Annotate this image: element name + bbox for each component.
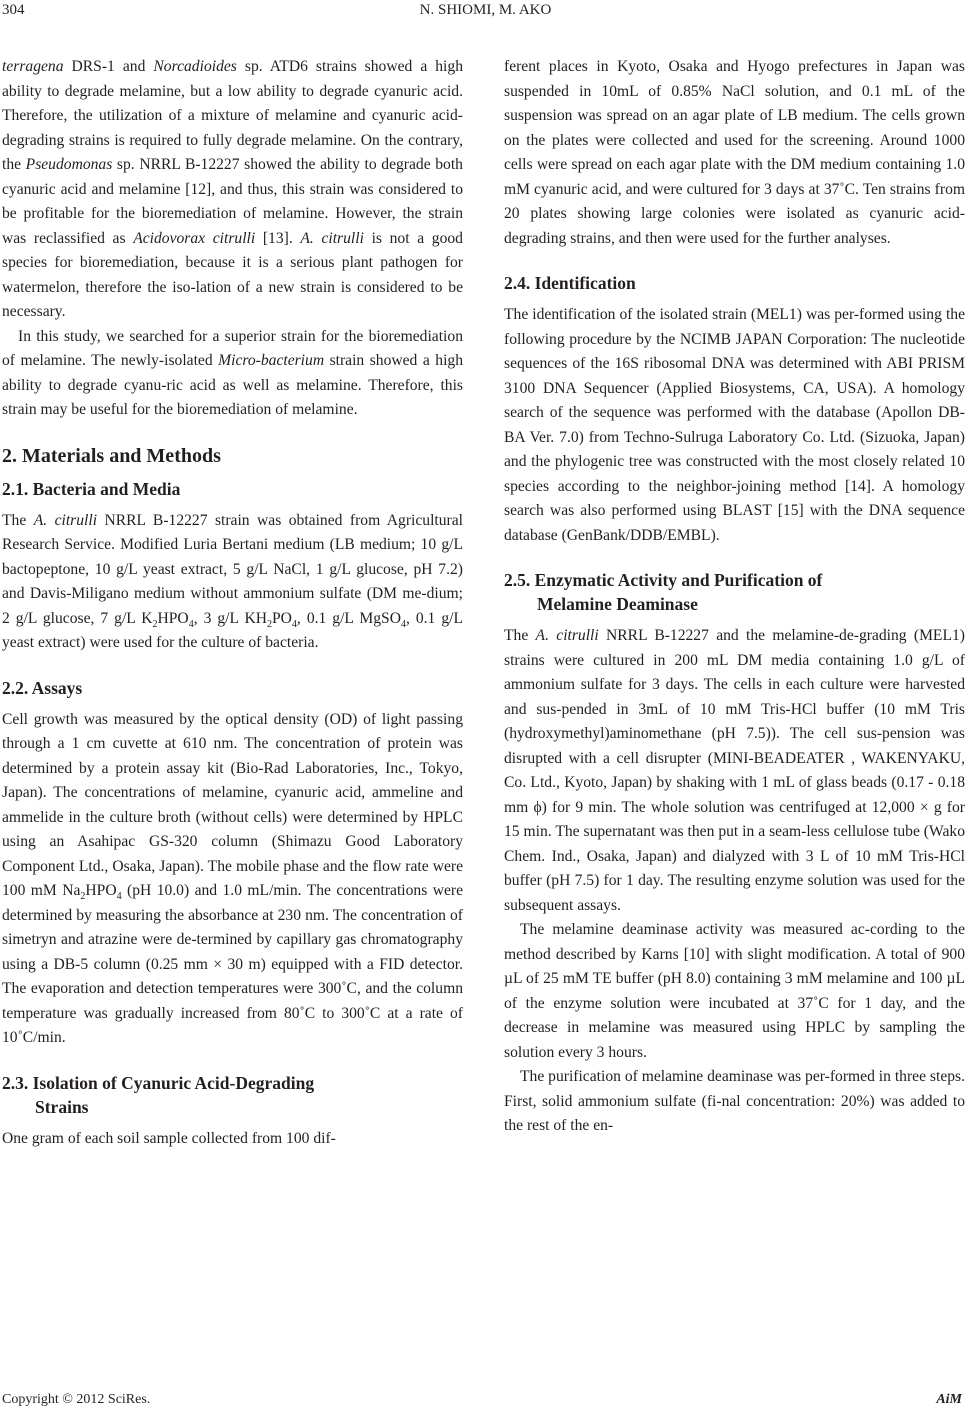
- text: , 3 g/L KH: [193, 609, 267, 627]
- subscript: 4: [400, 618, 406, 630]
- page-header: [0, 0, 971, 30]
- text: HPO: [157, 609, 189, 627]
- paragraph: ferent places in Kyoto, Osaka and Hyogo prefectures in Japan was suspended in 10mL of 0.85% NaCl solution, and 0.1 mL of the suspension was spread on an agar plate of LB medium. The cells grown on the plates were collected and used for the screening. Around 1000 cells were spread on each agar plate with the DM medium containing 1.0 mM cyanuric acid, and were cultured for 3 days at 37˚C. Ten strains from 20 plates showing large colonies were isolated as cyanuric acid-degrading strains, and then were used for the further analyses.: [504, 58, 965, 247]
- text: sp. NRRL B-12227 showed the ability to degrade both cyanuric acid and melamine [12], and thus, this strain was considered to be profitable for the bioremediation of melamine. However, the strain was reclassified as: [2, 156, 463, 247]
- species-name: Acidovorax citrulli: [133, 229, 256, 247]
- section-heading: 2. Materials and Methods: [2, 444, 221, 467]
- text: PO: [271, 609, 292, 627]
- left-column: [2, 55, 463, 1151]
- running-title: N. SHIOMI, M. AKO: [419, 2, 552, 18]
- right-column: [504, 55, 965, 1139]
- species-name: A. citrulli: [33, 511, 98, 529]
- text: strain showed a high ability to degrade cyanu-ric acid as well as melamine. Therefore, this strain may be useful for the bioremediation of melamine.: [2, 352, 463, 418]
- text: Cell growth was measured by the optical density (OD) of light passing through a 1 cm cuvette at 610 nm. The concentration of protein was determined by a protein assay kit (Bio-Rad Laboratories, Inc., Tokyo, Japan). The concentrations of melamine, cyanuric acid, ammeline and ammelide in the culture broth (without cells) were determined by HPLC using an Asahipac GS-320 column (Shimazu Good Laboratory Component Ltd., Osaka, Japan). The mobile phase and the flow rate were 100 mM Na: [2, 710, 463, 899]
- text: The: [504, 627, 536, 644]
- text: HPO: [85, 882, 117, 899]
- heading-line: Melamine Deaminase: [537, 594, 698, 614]
- text: is not a good species for bioremediation, because it is a serious plant pathogen for watermelon, therefore the iso-lation of a new strain is considered to be necessary.: [2, 229, 463, 320]
- text: , 0.1 g/L yeast extract) were used for the culture of bacteria.: [2, 609, 463, 651]
- text: , 0.1 g/L MgSO: [296, 609, 401, 627]
- subscript: 4: [116, 891, 122, 903]
- paragraph: The purification of melamine deaminase was per-formed in three steps. First, solid ammonium sulfate (fi-nal concentration: 20%) was added to the rest of the en-: [504, 1068, 965, 1134]
- paragraph: The melamine deaminase activity was measured ac-cording to the method described by Karns [10] with slight modification. A total of 900 µL of 25 mM TE buffer (pH 8.0) containing 3 mM melamine and 100 µL of the enzyme solution were incubated at 37˚C for 1 day, and the decrease in melamine was measured using HPLC by sampling the solution every 3 hours.: [504, 921, 965, 1061]
- subsection-heading: [504, 568, 965, 616]
- subsection-heading: 2.4. Identification: [504, 273, 636, 293]
- text: sp. ATD6 strains showed a high ability to degrade melamine, but a low ability to degrade cyanuric acid. Therefore, the utilization of a mixture of melamine and cyanuric acid-degrading strains is required to fully degrade melamine. On the contrary, the: [2, 58, 463, 173]
- subscript: 2: [80, 891, 86, 903]
- subscript: 2: [152, 618, 158, 630]
- subscript: 4: [291, 618, 297, 630]
- subsection-heading: 2.2. Assays: [2, 677, 83, 698]
- paragraph: [504, 624, 965, 918]
- text: (pH 10.0) and 1.0 mL/min. The concentrations were determined by measuring the absorbance at 230 nm. The concentration of simetryn and atrazine were de-termined by capillary gas chromatography using a DB-5 column (0.25 mm × 30 m) equipped with a FID detector. The evaporation and detection temperatures were 300˚C, and the column temperature was gradually increased from 80˚C to 300˚C at a rate of 10˚C/min.: [2, 882, 463, 1046]
- species-name: Pseudomonas: [25, 156, 113, 173]
- heading-line: 2.5. Enzymatic Activity and Purification of: [504, 570, 823, 590]
- species-name: A. citrulli: [300, 229, 364, 247]
- species-name: terragena: [2, 58, 64, 75]
- species-name: Micro-bacterium: [218, 352, 325, 369]
- paragraph: The identification of the isolated strain (MEL1) was per-formed using the following procedure by the NCIMB JAPAN Corporation: The nucleotide sequences of the 16S ribosomal DNA was determined with ABI PRISM 3100 DNA Sequencer (Applied Biosystems, CA, USA). A homology search of the sequence was performed with the database (Apollon DB-BA Ver. 7.0) from Techno-Sulruga Laboratory Co. Ltd. (Sizuoka, Japan) and the phylogenic tree was constructed with the most closely related 10 species according to the neighbor-joining method [14]. A homology search was also performed using BLAST [15] with the DNA sequence database (GenBank/DDB/EMBL).: [504, 306, 965, 544]
- text: [13].: [255, 229, 301, 247]
- subscript: 2: [266, 618, 272, 630]
- paragraph: [2, 325, 463, 423]
- text: The: [2, 511, 34, 529]
- heading-line: 2.3. Isolation of Cyanuric Acid-Degrading: [2, 1072, 315, 1093]
- text: NRRL B-12227 and the melamine-de-grading (MEL1) strains were cultured in 200 mL DM media containing 1.0 g/L of ammonium sulfate for 3 days. The cells in each culture were harvested and sus-pended in 3mL of 10 mM Tris-HCl buffer (10 mM Tris (hydroxymethyl)aminomethane (pH 7.5)). The cell sus-pension was disrupted with a cell disrupter (MINI-BEADEATER , WAKENYAKU, Co. Ltd., Kyoto, Japan) by shaking with 1 mL of glass beads (0.17 - 0.18 mm ϕ) for 9 min. The whole solution was centrifuged at 12,000 × g for 15 min. The supernatant was then put in a seam-less cellulose tube (Wako Chem. Ind., Osaka, Japan) and dialyzed with 3 L of 10 mM Tris-HCl buffer (pH 7.5) for 1 day. The resulting enzyme solution was used for the subsequent assays.: [504, 627, 965, 914]
- text: In this study, we searched for a superior strain for the bioremediation of melamine. The newly-isolated: [2, 327, 463, 369]
- subscript: 4: [188, 618, 194, 630]
- paragraph: [2, 55, 463, 325]
- text: DRS-1 and: [63, 58, 154, 75]
- paragraph: [2, 509, 463, 656]
- journal-name: AiM: [936, 1392, 962, 1407]
- species-name: Norcadioides: [153, 58, 237, 75]
- text: NRRL B-12227 strain was obtained from Agricultural Research Service. Modified Luria Bertani medium (LB medium; 10 g/L bactopeptone, 10 g/L yeast extract, 5 g/L NaCl, 1 g/L glucose, pH 7.2) and Davis-Miligano medium without ammonium sulfate (DM me-dium; 2 g/L glucose, 7 g/L K: [2, 511, 463, 627]
- species-name: A. citrulli: [535, 627, 599, 644]
- page-number: 304: [2, 2, 25, 18]
- subsection-heading: [2, 1071, 463, 1119]
- copyright: Copyright © 2012 SciRes.: [2, 1392, 151, 1407]
- subsection-heading: 2.1. Bacteria and Media: [2, 478, 181, 499]
- paragraph: [2, 708, 463, 1051]
- heading-line: Strains: [35, 1096, 89, 1117]
- paragraph: One gram of each soil sample collected from 100 dif-: [2, 1129, 336, 1147]
